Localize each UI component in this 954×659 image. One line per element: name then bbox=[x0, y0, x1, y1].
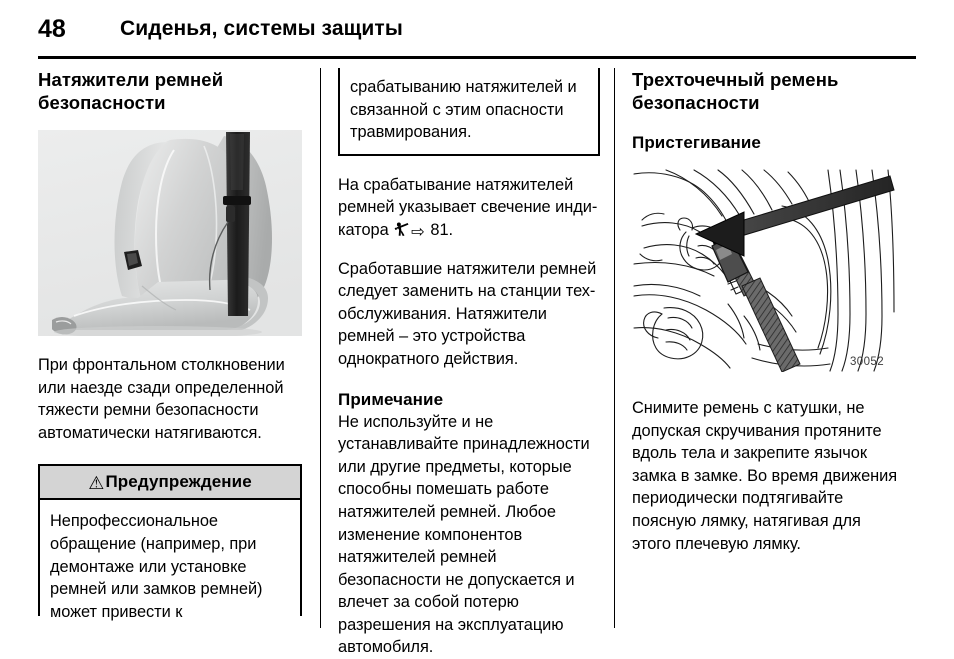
indicator-reference-page: 81. bbox=[430, 220, 454, 239]
column-one bbox=[38, 68, 302, 621]
page-number: 48 bbox=[38, 15, 66, 43]
warning-heading bbox=[38, 464, 302, 500]
replace-pretensioners-paragraph: Сработавшие натяжители ремней следует заменить на станции тех-обслуживания. Натяжители ремней – это устройства однократного действия. bbox=[338, 259, 597, 368]
header-divider-rule bbox=[38, 56, 916, 59]
section-title-three-point-belt: Трехточечный ремень безопасности bbox=[632, 69, 839, 113]
page-reference-arrow-icon: ⇨ bbox=[411, 222, 425, 241]
indicator-reference-text: На срабатывание натяжителей ремней указывает свечение инди-катора bbox=[338, 175, 598, 239]
warning-continuation-box bbox=[338, 68, 600, 156]
warning-continuation-text: срабатыванию натяжителей и связанной с этим опасности травмирования. bbox=[350, 78, 577, 142]
column-divider-rule-2 bbox=[614, 68, 615, 628]
seatbelt-warning-icon bbox=[394, 221, 409, 244]
column-divider-rule-1 bbox=[320, 68, 321, 628]
section-title-pretensioners: Натяжители ремней безопасности bbox=[38, 69, 224, 113]
note-body-text: Не используйте и не устанавливайте принадлежности или другие предметы, которые способны помешать работе натяжителей ремней. Любое изменение компонентов натяжителей ремней безопасности не допускается и влечет за собой потерю разрешения на эксплуатацию автомобиля. bbox=[338, 412, 590, 657]
column-two bbox=[338, 68, 600, 659]
warning-body-text: Непрофессиональное обращение (например, при демонтаже или установке ремней или замков ремней) может привести к bbox=[50, 512, 263, 621]
car-seat-with-seatbelt-illustration bbox=[38, 130, 302, 336]
column-one-paragraph: При фронтальном столкновении или наезде сзади определенной тяжести ремни безопасности автоматически натягиваются. bbox=[38, 356, 285, 442]
column-three-paragraph: Снимите ремень с катушки, не допуская скручивания протяните вдоль тела и закрепите язычок замка в замке. Во время движения периодически подтягивайте поясную лямку, натягивая для этого плечевую лямку. bbox=[632, 399, 898, 553]
indicator-reference-paragraph bbox=[338, 174, 600, 244]
fastening-seatbelt-illustration bbox=[632, 168, 900, 373]
figure-caption-number: 30052 bbox=[850, 356, 884, 368]
warning-triangle-icon: ⚠ bbox=[88, 473, 105, 494]
note-heading: Примечание bbox=[338, 389, 444, 409]
page-title: Сиденья, системы защиты bbox=[120, 17, 403, 40]
page-header bbox=[38, 14, 916, 48]
warning-body bbox=[38, 500, 302, 621]
subsection-title-fastening: Пристегивание bbox=[632, 133, 761, 152]
column-three bbox=[632, 68, 900, 555]
warning-heading-label: Предупреждение bbox=[105, 472, 252, 492]
